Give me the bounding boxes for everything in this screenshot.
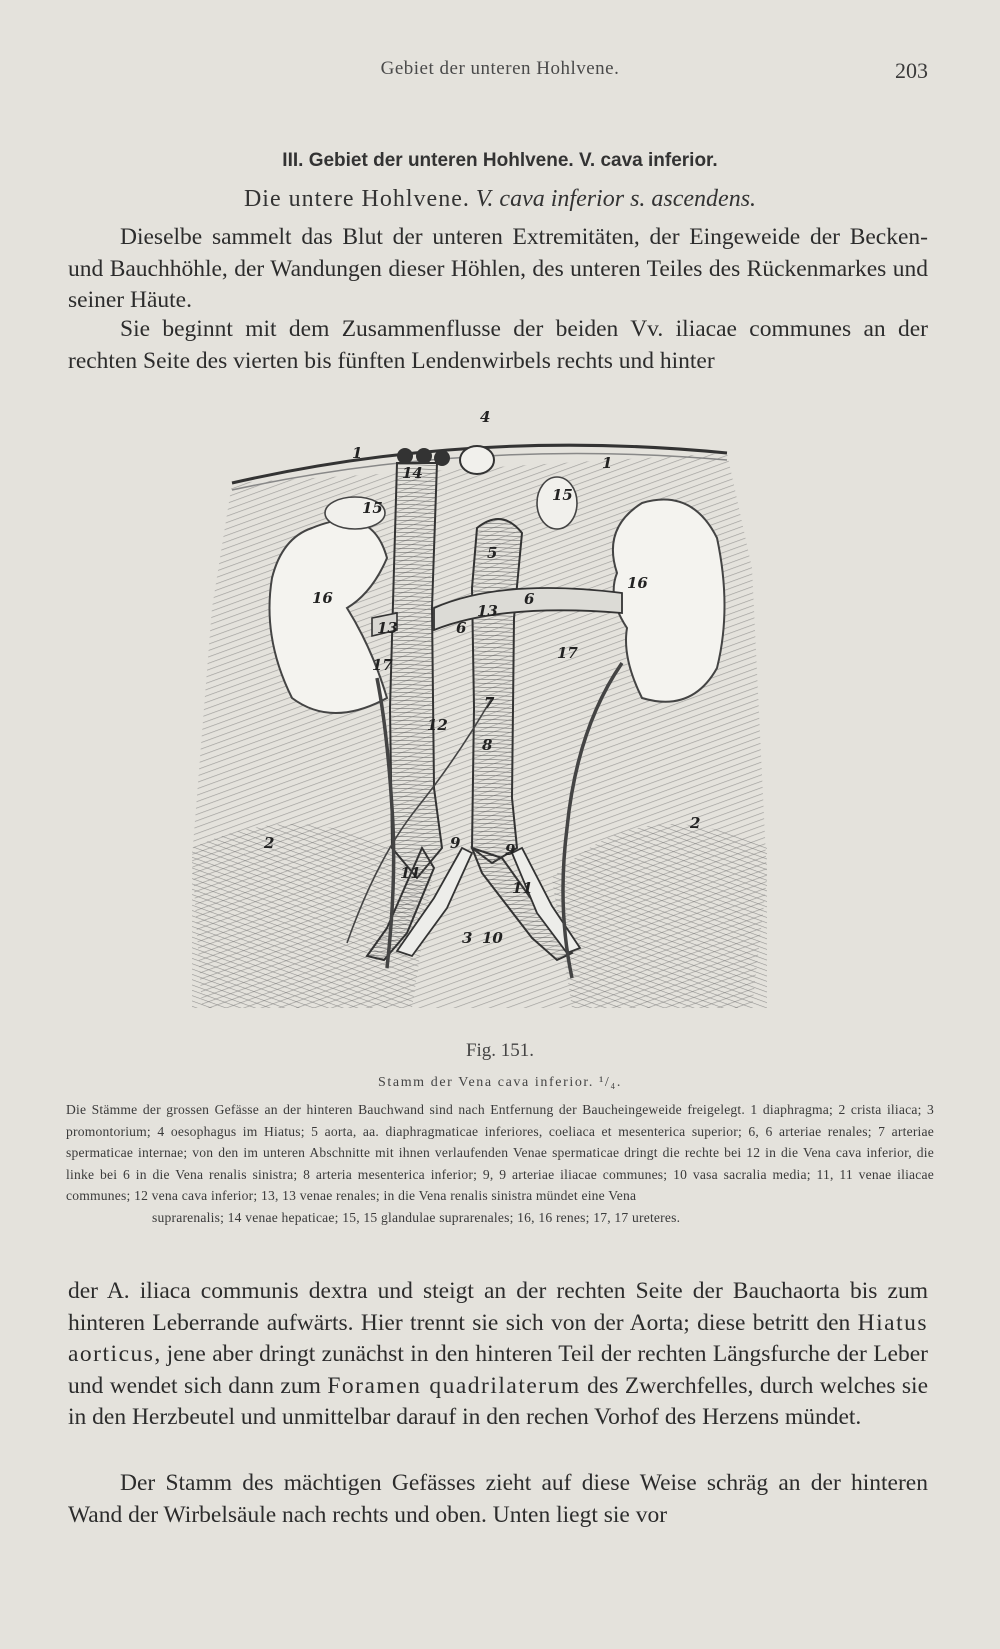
figure-label: 10 [482,929,503,947]
figure-label: 8 [482,736,493,754]
venae-hepaticae [397,448,413,464]
figure-illustration [172,408,822,1038]
figure-label: 7 [484,694,495,712]
figure-label: 11 [400,864,421,882]
figure-label: 17 [372,656,393,674]
figure-label: 9 [450,834,461,852]
paragraph-2-text: Sie beginnt mit dem Zusammenflusse der beiden Vv. iliacae communes an der rechten Seite des vierten bis fünften Lendenwirbels rechts und hinter [68,316,928,374]
figure-label: 1 [602,454,613,472]
figure-label: 6 [456,619,467,637]
subheading [0,186,1000,213]
figure-label: 3 [462,929,473,947]
figure-label: 9 [505,841,516,859]
paragraph-4 [68,1468,928,1531]
figure-label: 13 [477,602,498,620]
figure-legend-main: Die Stämme der grossen Gefässe an der hinteren Bauchwand sind nach Entfernung der Baucheingeweide freigelegt. 1 diaphragma; 2 crista iliaca; 3 promontorium; 4 oesophagus im Hiatus; 5 aorta, aa. diaphragmaticae inferiores, coeliaca et mesenterica superior; 6, 6 arteriae renales; 7 arteriae spermaticae internae; von den im unteren Abschnitte mit ihnen verlaufenden Venae spermaticae dringt die rechte bei 12 in die Vena cava inferior, die linke bei 6 in die Vena renalis sinistra; 8 arteria mesenterica inferior; 9, 9 arteriae iliacae communes; 10 vasa sacralia media; 11, 11 venae iliacae communes; 12 vena cava inferior; 13, 13 venae renales; in die Vena renalis sinistra mündet eine Vena [66,1102,934,1203]
figure-label: 1 [352,444,363,462]
oesophagus [460,446,494,474]
paragraph-2 [68,314,928,377]
anatomical-figure [172,408,822,1038]
paragraph-1 [68,222,928,317]
subheading-latin: V. cava inferior s. ascendens. [475,186,757,212]
paragraph-3-term-hiatus: Hiatus aorticus [68,1309,928,1367]
figure-label: 11 [512,879,533,897]
paragraph-1-text: Dieselbe sammelt das Blut der unteren Extremitäten, der Eingeweide der Becken- und Bauchhöhle, der Wandungen dieser Höhlen, des unteren Teiles des Rückenmarkes und seiner Häute. [68,224,928,313]
figure-label: 12 [427,716,448,734]
figure-label: 5 [487,544,498,562]
figure-label: 16 [312,589,333,607]
figure-label: 14 [402,464,423,482]
paragraph-4-text: Der Stamm des mächtigen Gefässes zieht auf diese Weise schräg an der hinteren Wand der Wirbelsäule nach rechts und oben. Unten liegt sie vor [68,1470,928,1528]
figure-label: 4 [480,408,491,426]
running-title: Gebiet der unteren Hohlvene. [380,58,620,79]
paragraph-3-text-a: der A. iliaca communis dextra und steigt an der rechten Seite der Bauchaorta bis zum hinteren Leberrande aufwärts. Hier trennt sie sich von der Aorta; diese betritt den [68,1278,928,1336]
iliac-muscle-right [552,824,767,1008]
figure-label: 17 [557,644,578,662]
figure-label: 15 [362,499,383,517]
paragraph-3-term-foramen: Foramen quadrilaterum [327,1372,581,1399]
figure-label: 13 [377,619,398,637]
figure-label: 16 [627,574,648,592]
figure-label: 6 [524,590,535,608]
page-number: 203 [895,58,928,83]
figure-legend [66,1099,934,1228]
figure-title: Stamm der Vena cava inferior. ¹/₄. [378,1075,622,1090]
paragraph-3 [68,1276,928,1434]
section-heading: III. Gebiet der unteren Hohlvene. V. cava inferior. [282,150,718,171]
figure-label: 2 [690,814,701,832]
figure-label: 15 [552,486,573,504]
figure-legend-last: suprarenalis; 14 venae hepaticae; 15, 15 glandulae suprarenales; 16, 16 renes; 17, 17 ureteres. [152,1209,681,1225]
paragraph-3-text-b: , jene aber dringt zunächst in den hinteren Teil der rechten Längsfurche der Leber und wendet sich dann zum [68,1341,928,1399]
figure-label: 2 [264,834,275,852]
paragraph-3-text-c: des Zwerchfelles, durch welches sie in den Herzbeutel und unmittelbar darauf in den rechen Vorhof des Herzens mündet. [68,1372,929,1430]
figure-caption: Fig. 151. [465,1040,535,1061]
subheading-title: Die untere Hohlvene. [243,186,470,212]
